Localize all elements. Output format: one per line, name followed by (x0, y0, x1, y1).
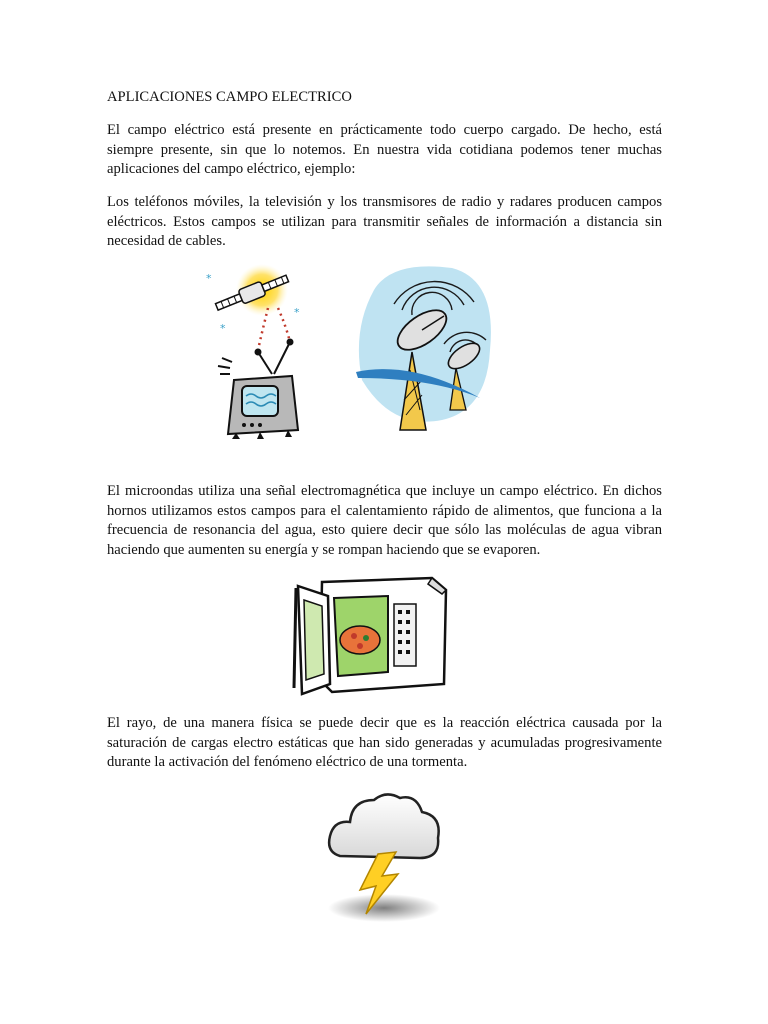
document-title: APLICACIONES CAMPO ELECTRICO (107, 89, 352, 105)
svg-text:*: * (294, 306, 300, 319)
paragraph-lightning: El rayo, de una manera física se puede decir que es la reacción eléctrica causada por la saturación de cargas electro estáticas que han sido generadas y acumuladas progresivamente durante la activación del fenómeno eléctrico de una tormenta. (107, 715, 662, 771)
svg-text:*: * (220, 322, 226, 335)
paragraph-microwave: El microondas utiliza una señal electromagnética que incluye un campo eléctrico. En dichos hornos utilizamos estos campos para el calentamiento rápido de alimentos, que funciona a la frecuencia de resonancia del agua, esto quiere decir que sólo las moléculas de agua vibran haciendo que aumenten su energía y se rompan haciendo que se evaporen. (107, 483, 662, 558)
svg-text:*: * (206, 272, 212, 285)
paragraph-intro: El campo eléctrico está presente en prácticamente todo cuerpo cargado. De hecho, está siempre presente, sin que lo notemos. En nuestra vida cotidiana podemos tener muchas aplicaciones del campo eléctrico, ejemplo: (107, 122, 662, 178)
storm-cloud-lightning-icon (322, 786, 446, 926)
satellite-tv-icon (200, 262, 310, 442)
paragraph-telecom: Los teléfonos móviles, la televisión y los transmisores de radio y radares producen campos eléctricos. Estos campos se utilizan para transmitir señales de información a distancia sin necesidad de cables. (107, 194, 662, 250)
microwave-oven-icon (292, 576, 452, 698)
radar-dish-icon (352, 260, 497, 438)
